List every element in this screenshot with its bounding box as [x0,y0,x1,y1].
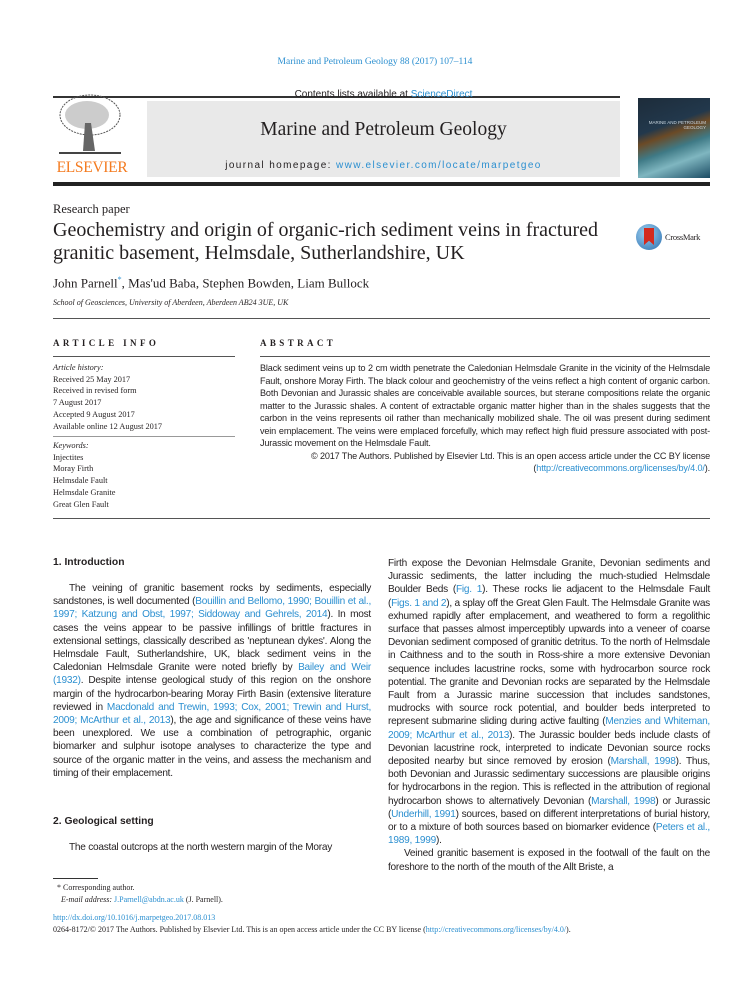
author-name: John Parnell [53,275,118,291]
reference-link[interactable]: Menzies and Whiteman, 2009; McArthur et al., 2013 [388,716,710,741]
keyword: Great Glen Fault [53,499,109,509]
body-text: Veined granitic basement is exposed in the footwall of the fault on the foreshore to the north of the mouth of the Allt Briste, a [388,848,710,873]
affiliation: School of Geosciences, University of Aberdeen, Aberdeen AB24 3UE, UK [53,298,289,307]
reference-link[interactable]: Bouillin and Bellomo, 1990; Bouillin et al., 1997; Katzung and Obst, 1997; Siddoway and Gehrels, 2014 [53,596,371,621]
paragraph [388,847,710,873]
footnote-corresponding [53,882,223,894]
footnote [53,882,223,906]
paragraph [388,557,710,847]
keywords-heading: Keywords: [53,441,89,450]
divider [53,356,235,357]
divider [53,318,710,319]
keyword: Helmsdale Granite [53,487,116,497]
body-text: The veining of granitic basement rocks by sediments, especially sandstones, is well documented ( [53,583,371,608]
license-end: ). [704,463,710,473]
history-item: Accepted 9 August 2017 [53,409,135,419]
body-text: ). The Jurassic boulder beds include clasts of Devonian lacustrine rock, interpreted to indicate Devonian source rocks deposited nearby but since removed by erosion ( [388,729,710,768]
reference-link[interactable]: Peters et al., 1989, 1999 [388,822,710,847]
keyword: Helmsdale Fault [53,476,108,486]
abstract [260,362,710,475]
history-item: Received in revised form [53,386,137,396]
homepage-link[interactable]: www.elsevier.com/locate/marpetgeo [336,160,542,171]
body-text: ). Thus, both Devonian and Jurassic sedimentary successions are plausible origins for hydrocarbons in the region. This is reflected in the attribution of regional hydrocarbon shows to alternatively Devonian ( [388,756,710,807]
email-link[interactable]: J.Parnell@abdn.ac.uk [114,895,184,904]
footnote-email [53,894,223,906]
divider [53,518,710,519]
history-item: Received 25 May 2017 [53,374,131,384]
introduction-body [53,582,371,780]
paragraph [53,841,371,854]
header-rule [53,182,710,186]
geological-setting-body [53,841,371,854]
body-text: ) sources, based on different interpretations of burial history, or to a mixture of both sources based on biomarker evidence ( [388,808,710,834]
crossmark-button[interactable] [636,224,716,252]
section-heading-geological-setting: 2. Geological setting [53,816,154,827]
copyright-end: ). [566,925,571,934]
reference-link[interactable]: Marshall, 1998 [591,795,656,807]
body-text: ), a splay off the Great Glen Fault. The Helmsdale Granite was exhumed rapidly after emplacement, and weathered to form a regolithic surface that passes almost imperceptibly upwards into a veneer of coarse Devonian sediment composed of granitic detritus. To the north of Helmsdale in Caithness and to the south in Ross-shire a more extensive Devonian sequence includes lacustrine rocks, some with hydrocarbon source rock potential. The granite and Devonian rocks are separated by the Helmsdale Fault from a Jurassic marine succession that includes sandstones, mudrocks with source rock potential, and boulder beds interpreted to represent submarine sliding during active faulting ( [388,597,710,728]
divider [260,356,710,357]
homepage-line [147,160,620,171]
sciencedirect-link[interactable]: ScienceDirect [410,89,473,100]
body-text: The coastal outcrops at the north western margin of the Moray [69,842,333,853]
reference-link[interactable]: Underhill, 1991 [391,808,456,820]
reference-link[interactable]: Bailey and Weir (1932) [53,662,371,687]
cover-title: MARINE AND PETROLEUM GEOLOGY [648,120,706,130]
journal-title: Marine and Petroleum Geology [260,119,507,140]
copyright-license-link[interactable]: http://creativecommons.org/licenses/by/4.0/ [425,925,567,934]
reference-link[interactable]: Figs. 1 and 2 [391,597,447,609]
homepage-label: journal homepage: [225,160,337,171]
reference-link[interactable]: Macdonald and Trewin, 1993; Cox, 2001; Trewin and Hurst, 2009; McArthur et al., 2013 [53,701,371,727]
corresponding-label: Corresponding author. [63,883,135,892]
footnote-mark: * [57,883,61,892]
elsevier-tree-icon [57,93,123,155]
journal-citation[interactable]: Marine and Petroleum Geology 88 (2017) 107–114 [277,57,473,67]
body-text: ). In most cases the veins appear to be passive infillings of brittle fractures in extensional settings, classically described as 'neptunean dykes'. Along the Helmsdale Fault, Sutherlandshire, UK, black sediment veins in the Caledonian Helmsdale Granite were noted briefly by [53,609,371,674]
right-column-body [388,557,710,874]
email-owner: (J. Parnell). [183,895,223,904]
reference-link[interactable]: Marshall, 1998 [610,756,676,768]
keyword: Moray Firth [53,464,94,474]
article-type: Research paper [53,202,130,216]
contents-label: Contents lists available at [294,89,411,100]
body-text: ). These rocks lie adjacent to the Helmsdale Fault ( [388,584,711,609]
body-text: . Despite intense geological study of this region on the onshore margin of the hydrocarbon-bearing Moray Firth Basin (extensive literature reviewed in [53,675,371,713]
contents-line [147,89,620,100]
license-link[interactable]: http://creativecommons.org/licenses/by/4.0/ [536,463,705,473]
elsevier-logo[interactable] [53,93,131,177]
corresponding-mark[interactable]: * [117,275,122,284]
elsevier-wordmark: ELSEVIER [56,159,128,176]
history-item: Available online 12 August 2017 [53,421,163,431]
history-item: 7 August 2017 [53,398,102,408]
abstract-license [260,450,710,475]
copyright-line [53,925,571,934]
body-text: ), the age and significance of these veins have been unexplored. We use a combination of petrographic, organic biomarker and sulphur isotope analyses to characterize the type and source of the organic matter in the veins, and assess the mechanism and timing of their emplacement. [53,715,371,779]
copyright-text: 0264-8172/© 2017 The Authors. Published by Elsevier Ltd. This is an open access article under the CC BY license ( [53,925,426,934]
license-text: © 2017 The Authors. Published by Elsevier Ltd. This is an open access article under the CC BY license ( [311,450,710,473]
body-text: ). [436,835,442,847]
body-text: ) or Jurassic ( [388,795,711,820]
journal-cover-image[interactable] [638,98,710,178]
article-history [53,362,243,432]
abstract-text: Black sediment veins up to 2 cm width penetrate the Caledonian Helmsdale Granite in the vicinity of the Helmsdale Fault, onshore Moray Firth. The black colour and geochemistry of the veins reflect a high content of organic carbon. Both Devonian and Jurassic shales are conceivable available sources, but sterane compositions relate the organic matter to the Jurassic shales. A content of extractable organic matter higher than in the shales suggests that the carbon in the veins represents oil rather than mechanically mobilized shale. The oil was present during sediment vein emplacement. The veins were emplaced forcefully, which may reflect high fluid pressure associated with post-Jurassic movement on the Helmsdale Fault. [260,363,710,448]
author-list [53,275,369,291]
abstract-heading: ABSTRACT [260,338,337,348]
journal-header [147,89,620,177]
body-text: Firth expose the Devonian Helmsdale Granite, Devonian sediments and Jurassic sediments, the latter including the much-studied Helmsdale Boulder Beds ( [388,558,710,596]
divider [53,436,235,437]
article-title: Geochemistry and origin of organic-rich sediment veins in fractured granitic basement, Helmsdale, Sutherlandshire, UK [53,219,599,264]
section-heading-introduction: 1. Introduction [53,557,125,568]
article-info-heading: ARTICLE INFO [53,338,160,348]
keywords [53,440,243,510]
reference-link[interactable]: Fig. 1 [456,584,483,596]
keyword: Injectites [53,452,84,462]
crossmark-label: CrossMark [665,232,701,242]
doi-link[interactable]: http://dx.doi.org/10.1016/j.marpetgeo.2017.08.013 [53,913,216,922]
other-authors: , Mas'ud Baba, Stephen Bowden, Liam Bullock [121,275,370,291]
email-label: E-mail address: [61,895,113,904]
history-heading: Article history: [53,363,104,372]
paragraph [53,582,371,780]
footnote-rule [53,878,98,879]
